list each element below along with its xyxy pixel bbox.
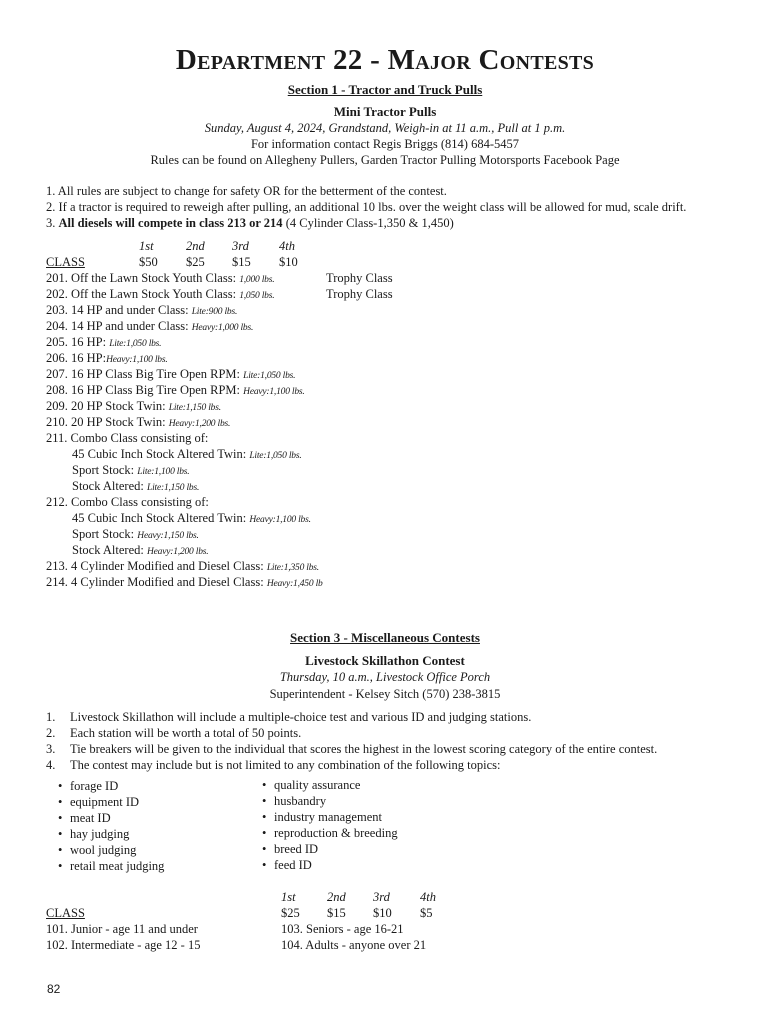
- class-weight: 1,050 lbs.: [239, 291, 275, 301]
- class-name: 201. Off the Lawn Stock Youth Class:: [46, 271, 240, 285]
- class-weight: Heavy:1,150 lbs.: [137, 531, 199, 541]
- section1-place-2: 2nd: [186, 239, 205, 253]
- section3-class-101: 101. Junior - age 11 and under: [46, 922, 198, 936]
- section3-prize-1: $25: [281, 906, 300, 920]
- section1-heading: Section 1 - Tractor and Truck Pulls: [287, 82, 483, 97]
- section1-contact: For information contact Regis Briggs (814) 684-5457: [250, 137, 520, 151]
- section3-class-label: CLASS: [46, 906, 85, 920]
- class-weight: Lite:1,150 lbs.: [147, 483, 200, 493]
- class-weight: Heavy:1,200 lbs.: [168, 419, 231, 429]
- class-name: 45 Cubic Inch Stock Altered Twin:: [72, 511, 250, 525]
- class-weight: Heavy:1,100 lbs.: [243, 387, 305, 397]
- rule-number: 1.: [46, 710, 56, 724]
- class-weight: 1,000 lbs.: [239, 275, 275, 285]
- topic-item: • husbandry: [262, 793, 326, 809]
- section3-prize-3: $10: [373, 906, 392, 920]
- topic-item: • reproduction & breeding: [262, 825, 398, 841]
- class-name: 212. Combo Class consisting of:: [46, 495, 209, 509]
- topic-item: • retail meat judging: [58, 858, 164, 874]
- rule-number: 2.: [46, 726, 56, 740]
- topic-item: • quality assurance: [262, 777, 360, 793]
- section3-schedule: Thursday, 10 a.m., Livestock Office Porch: [279, 670, 491, 684]
- section1-rules-source: Rules can be found on Allegheny Pullers, Garden Tractor Pulling Motorsports Facebook Page: [150, 153, 620, 167]
- section3-class-104: 104. Adults - anyone over 21: [281, 938, 427, 952]
- rule-text: Livestock Skillathon will include a multiple-choice test and various ID and judging stations.: [70, 710, 532, 724]
- class-weight: Lite:1,050 lbs.: [243, 371, 296, 381]
- class-weight: Lite:1,050 lbs.: [109, 339, 162, 349]
- class-weight: Heavy:1,450 lb: [266, 579, 323, 589]
- topic-item: • feed ID: [262, 857, 312, 873]
- class-weight: Lite:1,350 lbs.: [266, 563, 319, 573]
- class-name: 204. 14 HP and under Class:: [46, 319, 192, 333]
- section1-schedule: Sunday, August 4, 2024, Grandstand, Weigh-in at 11 a.m., Pull at 1 p.m.: [204, 121, 566, 135]
- page-title: Department 22 - Major Contests: [175, 44, 595, 76]
- topic-item: • wool judging: [58, 842, 136, 858]
- section3-place-4: 4th: [420, 890, 436, 904]
- section3-place-1: 1st: [281, 890, 296, 904]
- class-weight: Lite:900 lbs.: [191, 307, 238, 317]
- section3-rule-3: [46, 741, 657, 757]
- section3-superintendent: Superintendent - Kelsey Sitch (570) 238-3815: [269, 687, 501, 701]
- class-name: Sport Stock:: [72, 463, 138, 477]
- class-name: 45 Cubic Inch Stock Altered Twin:: [72, 447, 250, 461]
- section3-rule-4: [46, 757, 500, 773]
- class-row: [46, 494, 209, 510]
- section3-prize-4: $5: [420, 906, 433, 920]
- rule-text: Each station will be worth a total of 50 points.: [70, 726, 302, 740]
- class-name: 210. 20 HP Stock Twin:: [46, 415, 169, 429]
- section1-rule-1: 1. All rules are subject to change for safety OR for the betterment of the contest.: [46, 184, 447, 198]
- class-weight: Heavy:1,000 lbs.: [191, 323, 254, 333]
- class-name: 208. 16 HP Class Big Tire Open RPM:: [46, 383, 244, 397]
- topic-item: • breed ID: [262, 841, 318, 857]
- section1-rule-3: [46, 215, 454, 231]
- class-name: 213. 4 Cylinder Modified and Diesel Class:: [46, 559, 267, 573]
- section1-class-label: CLASS: [46, 255, 85, 269]
- section1-place-1: 1st: [139, 239, 154, 253]
- section3-prize-2: $15: [327, 906, 346, 920]
- class-name: 214. 4 Cylinder Modified and Diesel Class:: [46, 575, 267, 589]
- section3-rule-2: [46, 725, 301, 741]
- trophy-class-note: Trophy Class: [326, 287, 393, 301]
- class-weight: Lite:1,100 lbs.: [137, 467, 190, 477]
- topic-item: • forage ID: [58, 778, 118, 794]
- class-weight: Heavy:1,100 lbs.: [106, 355, 168, 365]
- section1-prize-1: $50: [139, 255, 158, 269]
- class-weight: Lite:1,050 lbs.: [249, 451, 302, 461]
- section1-prize-2: $25: [186, 255, 205, 269]
- class-name: Sport Stock:: [72, 527, 138, 541]
- class-name: 211. Combo Class consisting of:: [46, 431, 209, 445]
- section3-subheading: Livestock Skillathon Contest: [305, 653, 465, 668]
- class-name: 209. 20 HP Stock Twin:: [46, 399, 169, 413]
- class-name: Stock Altered:: [72, 543, 147, 557]
- topic-item: • hay judging: [58, 826, 129, 842]
- class-name: 207. 16 HP Class Big Tire Open RPM:: [46, 367, 244, 381]
- trophy-class-note: Trophy Class: [326, 271, 393, 285]
- class-weight: Heavy:1,100 lbs.: [249, 515, 311, 525]
- section3-heading: Section 3 - Miscellaneous Contests: [290, 630, 480, 645]
- rule-number: 3.: [46, 742, 56, 756]
- class-row: [46, 574, 323, 592]
- class-name: 203. 14 HP and under Class:: [46, 303, 192, 317]
- topic-item: • equipment ID: [58, 794, 139, 810]
- page-number: 82: [47, 982, 61, 996]
- class-name: 202. Off the Lawn Stock Youth Class:: [46, 287, 240, 301]
- section1-prize-4: $10: [279, 255, 298, 269]
- rule-text: The contest may include but is not limited to any combination of the following topics:: [70, 758, 501, 772]
- rule3-prefix: 3.: [46, 216, 59, 230]
- rule3-rest: (4 Cylinder Class-1,350 & 1,450): [282, 216, 454, 230]
- topic-item: • industry management: [262, 809, 382, 825]
- section3-rule-1: [46, 709, 531, 725]
- section1-subheading: Mini Tractor Pulls: [333, 104, 437, 119]
- topic-item: • meat ID: [58, 810, 111, 826]
- section3-class-102: 102. Intermediate - age 12 - 15: [46, 938, 201, 952]
- section1-place-3: 3rd: [232, 239, 249, 253]
- section1-rule-2: 2. If a tractor is required to reweigh after pulling, an additional 10 lbs. over the weight class will be allowed for mud, scale drift.: [46, 200, 687, 214]
- class-name: Stock Altered:: [72, 479, 147, 493]
- class-row: [46, 430, 208, 446]
- section3-class-103: 103. Seniors - age 16-21: [281, 922, 404, 936]
- class-name: 205. 16 HP:: [46, 335, 110, 349]
- class-weight: Lite:1,150 lbs.: [168, 403, 221, 413]
- section3-place-2: 2nd: [327, 890, 346, 904]
- section3-place-3: 3rd: [373, 890, 390, 904]
- section1-prize-3: $15: [232, 255, 251, 269]
- section1-place-4: 4th: [279, 239, 295, 253]
- rule3-bold: All diesels will compete in class 213 or 214: [58, 216, 283, 230]
- class-name: 206. 16 HP:: [46, 351, 107, 365]
- rule-number: 4.: [46, 758, 56, 772]
- class-weight: Heavy:1,200 lbs.: [147, 547, 209, 557]
- rule-text: Tie breakers will be given to the individual that scores the highest in the lowest scoring category of the entire contest.: [70, 742, 658, 756]
